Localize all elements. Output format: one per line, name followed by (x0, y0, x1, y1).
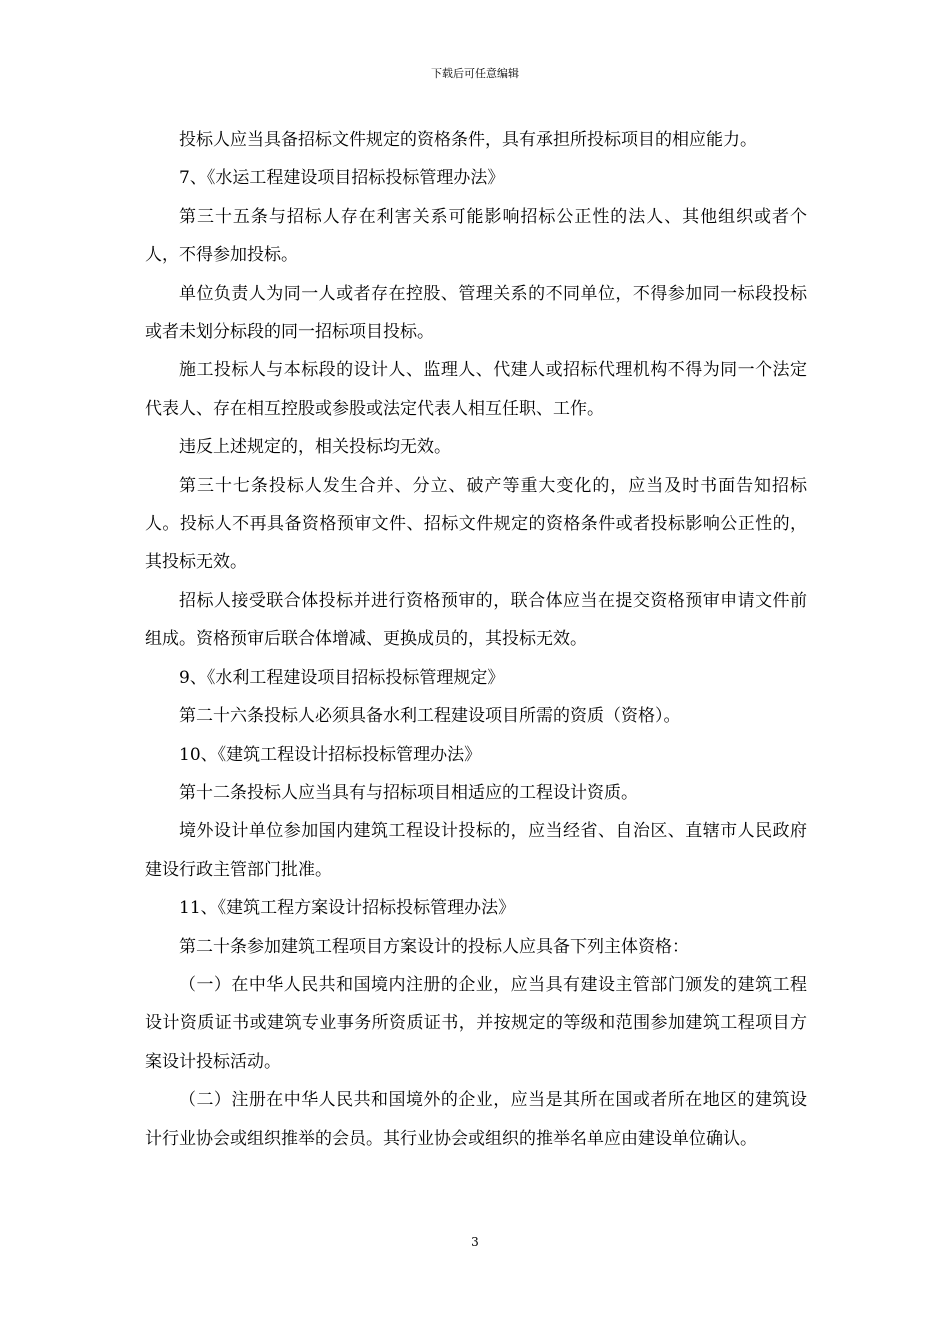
section-heading: 9、《水利工程建设项目招标投标管理规定》 (179, 667, 505, 688)
document-body (145, 121, 807, 1158)
page-number: 3 (471, 1235, 479, 1249)
section-heading: 10、《建筑工程设计招标投标管理办法》 (179, 744, 482, 765)
section-heading: 7、《水运工程建设项目招标投标管理办法》 (179, 168, 505, 189)
paragraph: 第二十条参加建筑工程项目方案设计的投标人应具备下列主体资格： (179, 936, 689, 957)
paragraph: 单位负责人为同一人或者存在控股、管理关系的不同单位，不得参加同一标段投标或者未划分标段的同一招标项目投标。 (145, 283, 807, 343)
section-heading: 11、《建筑工程方案设计招标投标管理办法》 (179, 898, 516, 919)
page-header: 下载后可任意编辑 (431, 67, 519, 80)
paragraph: 第三十五条与招标人存在利害关系可能影响招标公正性的法人、其他组织或者个人，不得参加投标。 (145, 206, 807, 266)
paragraph: （一）在中华人民共和国境内注册的企业，应当具有建设主管部门颁发的建筑工程设计资质证书或建筑专业事务所资质证书，并按规定的等级和范围参加建筑工程项目方案设计投标活动。 (145, 974, 807, 1072)
paragraph: 投标人应当具备招标文件规定的资格条件，具有承担所投标项目的相应能力。 (179, 130, 757, 150)
paragraph: 第三十七条投标人发生合并、分立、破产等重大变化的，应当及时书面告知招标人。投标人不再具备资格预审文件、招标文件规定的资格条件或者投标影响公正性的，其投标无效。 (145, 475, 807, 573)
paragraph: 招标人接受联合体投标并进行资格预审的，联合体应当在提交资格预审申请文件前组成。资格预审后联合体增减、更换成员的，其投标无效。 (145, 590, 807, 650)
paragraph: 第十二条投标人应当具有与招标项目相适应的工程设计资质。 (179, 782, 638, 803)
paragraph: （二）注册在中华人民共和国境外的企业，应当是其所在国或者所在地区的建筑设计行业协会或组织推举的会员。其行业协会或组织的推举名单应由建设单位确认。 (145, 1090, 807, 1149)
paragraph: 施工投标人与本标段的设计人、监理人、代建人或招标代理机构不得为同一个法定代表人、存在相互控股或参股或法定代表人相互任职、工作。 (145, 360, 807, 419)
paragraph: 境外设计单位参加国内建筑工程设计投标的，应当经省、自治区、直辖市人民政府建设行政主管部门批准。 (145, 821, 807, 880)
paragraph: 第二十六条投标人必须具备水利工程建设项目所需的资质（资格）。 (179, 706, 681, 727)
paragraph: 违反上述规定的，相关投标均无效。 (179, 437, 451, 458)
